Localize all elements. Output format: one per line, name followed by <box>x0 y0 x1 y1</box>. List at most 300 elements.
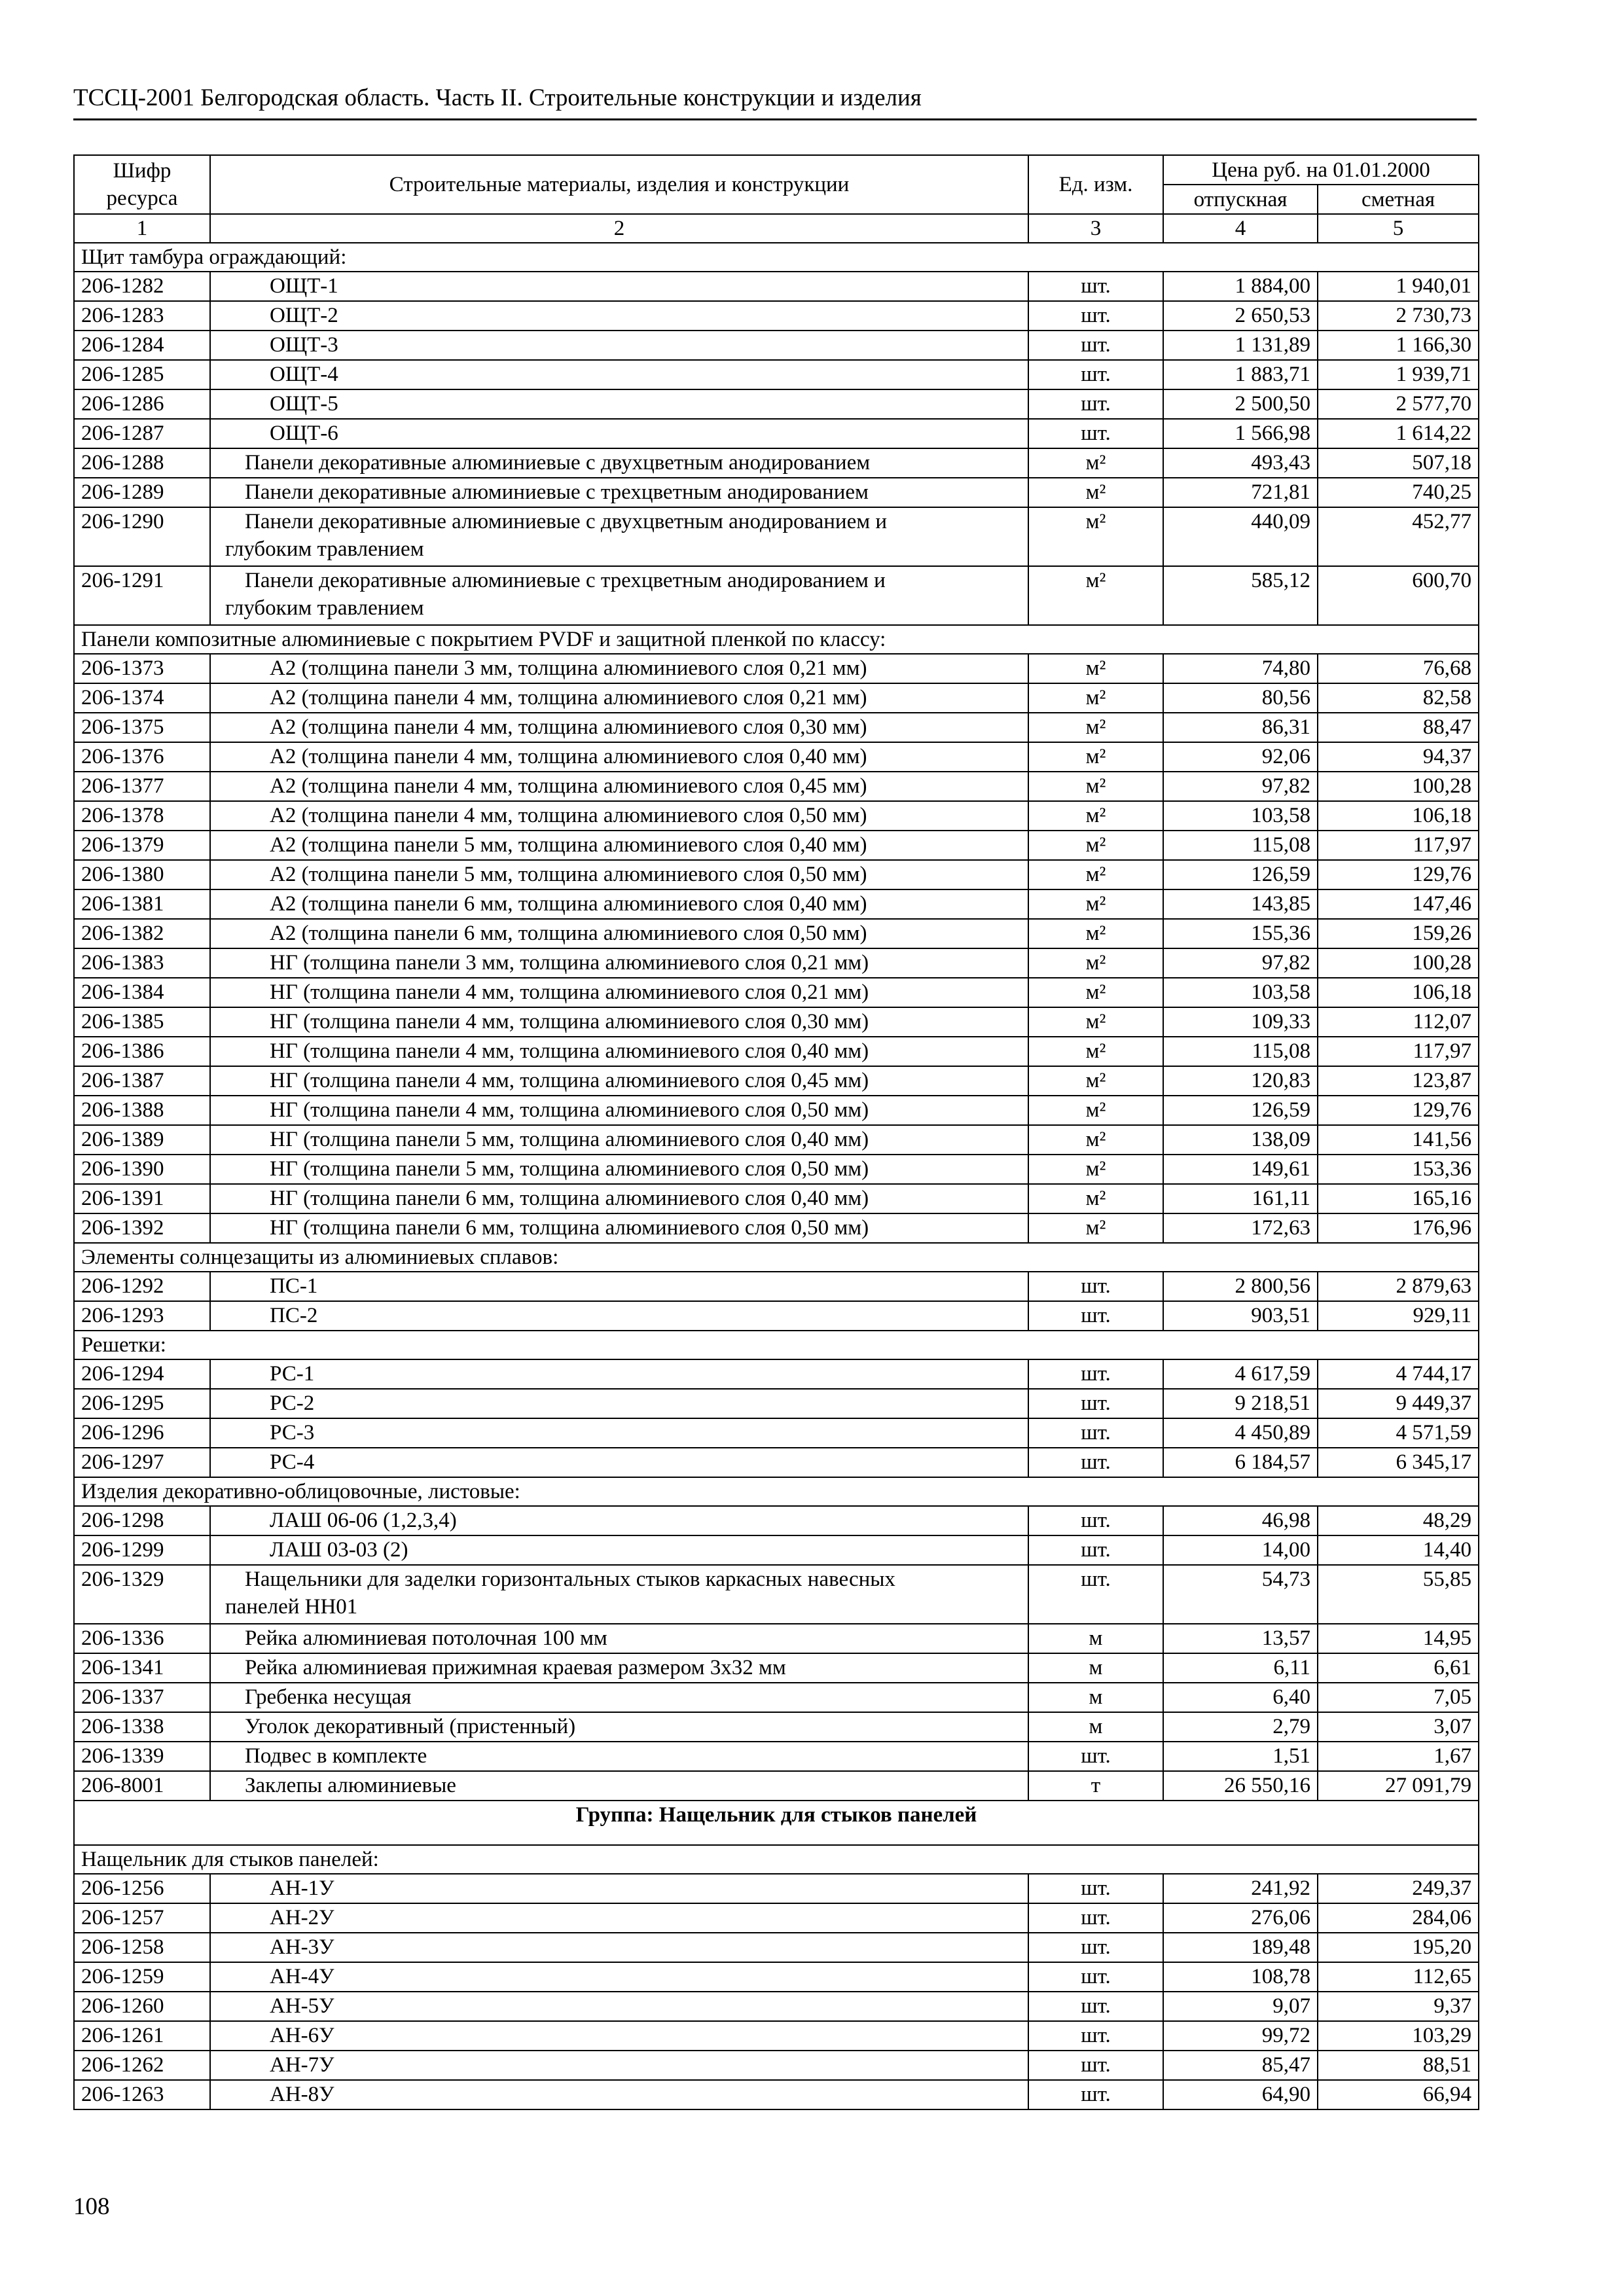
cell-unit: шт. <box>1028 360 1163 389</box>
cell-unit: шт. <box>1028 1301 1163 1331</box>
cell-name <box>210 1933 1028 1962</box>
section-title: Решетки: <box>74 1331 1479 1359</box>
cell-name <box>210 1184 1028 1213</box>
cell-unit: м² <box>1028 860 1163 889</box>
cell-estimate-price: 4 744,17 <box>1318 1359 1479 1389</box>
cell-sale-price: 1 566,98 <box>1163 419 1318 448</box>
cell-sale-price: 126,59 <box>1163 860 1318 889</box>
group-title: Группа: Нащельник для стыков панелей <box>74 1801 1479 1845</box>
cell-sale-price: 64,90 <box>1163 2080 1318 2109</box>
cell-name <box>210 1301 1028 1331</box>
cell-code: 206-1261 <box>74 2021 210 2051</box>
col-number-4: 4 <box>1163 214 1318 243</box>
cell-sale-price: 143,85 <box>1163 889 1318 919</box>
table-row <box>74 566 1479 625</box>
cell-code: 206-1375 <box>74 713 210 742</box>
cell-code: 206-1374 <box>74 683 210 713</box>
cell-estimate-price: 27 091,79 <box>1318 1771 1479 1801</box>
cell-name <box>210 1624 1028 1653</box>
cell-estimate-price: 9 449,37 <box>1318 1389 1479 1418</box>
cell-code: 206-1284 <box>74 331 210 360</box>
cell-code: 206-1329 <box>74 1565 210 1624</box>
cell-code: 206-1338 <box>74 1712 210 1742</box>
cell-unit: шт. <box>1028 1742 1163 1771</box>
cell-sale-price: 92,06 <box>1163 742 1318 772</box>
cell-name <box>210 1992 1028 2021</box>
cell-name <box>210 860 1028 889</box>
cell-code: 206-1341 <box>74 1653 210 1683</box>
cell-sale-price: 1,51 <box>1163 1742 1318 1771</box>
cell-name <box>210 1448 1028 1477</box>
cell-estimate-price: 147,46 <box>1318 889 1479 919</box>
cell-estimate-price: 123,87 <box>1318 1066 1479 1096</box>
price-table <box>73 154 1479 2110</box>
col-header-estimate: сметная <box>1318 185 1479 214</box>
table-row <box>74 1624 1479 1653</box>
cell-unit: шт. <box>1028 1389 1163 1418</box>
cell-estimate-price: 129,76 <box>1318 1096 1479 1125</box>
table-row <box>74 1184 1479 1213</box>
cell-sale-price: 54,73 <box>1163 1565 1318 1624</box>
cell-name-line: АН-3У <box>270 1935 334 1959</box>
cell-name-line: А2 (толщина панели 5 мм, толщина алюминиевого слоя 0,40 мм) <box>270 833 867 857</box>
cell-unit: м² <box>1028 478 1163 507</box>
cell-name <box>210 566 1028 625</box>
cell-name-line: Панели декоративные алюминиевые с двухцветным анодированием <box>245 451 871 475</box>
cell-sale-price: 493,43 <box>1163 448 1318 478</box>
cell-unit: м² <box>1028 831 1163 860</box>
cell-estimate-price: 117,97 <box>1318 831 1479 860</box>
cell-code: 206-1259 <box>74 1962 210 1992</box>
cell-name <box>210 1742 1028 1771</box>
cell-sale-price: 172,63 <box>1163 1213 1318 1243</box>
cell-code: 206-1295 <box>74 1389 210 1418</box>
cell-name <box>210 1874 1028 1903</box>
table-row <box>74 1712 1479 1742</box>
page-header-title: ТССЦ-2001 Белгородская область. Часть II. Строительные конструкции и изделия <box>73 84 922 111</box>
cell-code: 206-1385 <box>74 1007 210 1037</box>
cell-unit: шт. <box>1028 419 1163 448</box>
table-row <box>74 1272 1479 1301</box>
cell-sale-price: 241,92 <box>1163 1874 1318 1903</box>
table-row <box>74 683 1479 713</box>
cell-estimate-price: 141,56 <box>1318 1125 1479 1155</box>
col-header-price: Цена руб. на 01.01.2000 <box>1163 155 1479 185</box>
section-title: Щит тамбура ограждающий: <box>74 243 1479 272</box>
cell-name <box>210 1389 1028 1418</box>
cell-name-line: А2 (толщина панели 4 мм, толщина алюминиевого слоя 0,50 мм) <box>270 804 867 827</box>
cell-name-line: ЛАШ 06-06 (1,2,3,4) <box>270 1509 457 1532</box>
table-row <box>74 889 1479 919</box>
cell-name <box>210 1418 1028 1448</box>
cell-code: 206-1297 <box>74 1448 210 1477</box>
table-row <box>74 919 1479 948</box>
cell-name-line: ОЩТ-3 <box>270 333 338 357</box>
cell-sale-price: 115,08 <box>1163 1037 1318 1066</box>
cell-name <box>210 948 1028 978</box>
cell-name <box>210 1653 1028 1683</box>
cell-unit: м² <box>1028 1007 1163 1037</box>
table-row <box>74 1037 1479 1066</box>
cell-name <box>210 2051 1028 2080</box>
cell-estimate-price: 88,51 <box>1318 2051 1479 2080</box>
cell-code: 206-1258 <box>74 1933 210 1962</box>
table-row <box>74 1874 1479 1903</box>
cell-code: 206-1260 <box>74 1992 210 2021</box>
table-row <box>74 419 1479 448</box>
cell-sale-price: 2 650,53 <box>1163 301 1318 331</box>
cell-estimate-price: 6 345,17 <box>1318 1448 1479 1477</box>
cell-estimate-price: 14,95 <box>1318 1624 1479 1653</box>
cell-unit: м² <box>1028 1125 1163 1155</box>
cell-unit: шт. <box>1028 1418 1163 1448</box>
cell-estimate-price: 1,67 <box>1318 1742 1479 1771</box>
cell-unit: м² <box>1028 566 1163 625</box>
cell-estimate-price: 1 614,22 <box>1318 419 1479 448</box>
cell-name <box>210 1037 1028 1066</box>
cell-unit: м² <box>1028 1066 1163 1096</box>
page-number: 108 <box>73 2193 110 2220</box>
table-row <box>74 831 1479 860</box>
cell-name-line: АН-5У <box>270 1994 334 2018</box>
cell-sale-price: 85,47 <box>1163 2051 1318 2080</box>
cell-sale-price: 103,58 <box>1163 978 1318 1007</box>
cell-unit: шт. <box>1028 1992 1163 2021</box>
cell-unit: шт. <box>1028 2021 1163 2051</box>
cell-sale-price: 108,78 <box>1163 1962 1318 1992</box>
cell-name-line: НГ (толщина панели 4 мм, толщина алюминиевого слоя 0,30 мм) <box>270 1010 869 1033</box>
cell-estimate-price: 112,65 <box>1318 1962 1479 1992</box>
table-row <box>74 860 1479 889</box>
cell-code: 206-1290 <box>74 507 210 566</box>
cell-name <box>210 889 1028 919</box>
cell-name-line: АН-8У <box>270 2083 334 2106</box>
table-body <box>74 243 1479 2109</box>
cell-sale-price: 86,31 <box>1163 713 1318 742</box>
cell-name-line: А2 (толщина панели 4 мм, толщина алюминиевого слоя 0,40 мм) <box>270 745 867 768</box>
cell-sale-price: 99,72 <box>1163 2021 1318 2051</box>
cell-code: 206-1378 <box>74 801 210 831</box>
cell-estimate-price: 2 879,63 <box>1318 1272 1479 1301</box>
cell-name-line: ЛАШ 03-03 (2) <box>270 1538 408 1562</box>
cell-estimate-price: 284,06 <box>1318 1903 1479 1933</box>
cell-unit: м² <box>1028 713 1163 742</box>
table-row <box>74 301 1479 331</box>
cell-code: 206-1282 <box>74 272 210 301</box>
cell-name-line: НГ (толщина панели 4 мм, толщина алюминиевого слоя 0,45 мм) <box>270 1069 869 1092</box>
cell-sale-price: 46,98 <box>1163 1506 1318 1535</box>
table-row <box>74 1359 1479 1389</box>
cell-name <box>210 419 1028 448</box>
cell-name-line: НГ (толщина панели 5 мм, толщина алюминиевого слоя 0,40 мм) <box>270 1128 869 1151</box>
cell-name-line: РС-2 <box>270 1391 315 1415</box>
cell-name-line: НГ (толщина панели 6 мм, толщина алюминиевого слоя 0,50 мм) <box>270 1216 869 1240</box>
section-header-row <box>74 1243 1479 1272</box>
cell-name <box>210 1359 1028 1389</box>
cell-sale-price: 721,81 <box>1163 478 1318 507</box>
cell-name-line: АН-7У <box>270 2053 334 2077</box>
table-row <box>74 2080 1479 2109</box>
cell-sale-price: 149,61 <box>1163 1155 1318 1184</box>
table-row <box>74 1213 1479 1243</box>
cell-name <box>210 1155 1028 1184</box>
cell-code: 206-1391 <box>74 1184 210 1213</box>
cell-name <box>210 772 1028 801</box>
cell-code: 206-1294 <box>74 1359 210 1389</box>
cell-code: 206-1373 <box>74 654 210 683</box>
cell-sale-price: 13,57 <box>1163 1624 1318 1653</box>
cell-estimate-price: 153,36 <box>1318 1155 1479 1184</box>
cell-code: 206-1293 <box>74 1301 210 1331</box>
table-row <box>74 331 1479 360</box>
cell-sale-price: 9 218,51 <box>1163 1389 1318 1418</box>
cell-name-line: НГ (толщина панели 4 мм, толщина алюминиевого слоя 0,21 мм) <box>270 980 869 1004</box>
table-row <box>74 1535 1479 1565</box>
table-row <box>74 1066 1479 1096</box>
cell-code: 206-1339 <box>74 1742 210 1771</box>
table-row <box>74 1992 1479 2021</box>
cell-estimate-price: 4 571,59 <box>1318 1418 1479 1448</box>
cell-estimate-price: 100,28 <box>1318 772 1479 801</box>
cell-unit: шт. <box>1028 301 1163 331</box>
cell-sale-price: 80,56 <box>1163 683 1318 713</box>
cell-code: 206-1289 <box>74 478 210 507</box>
cell-name <box>210 1712 1028 1742</box>
cell-name <box>210 1096 1028 1125</box>
cell-sale-price: 14,00 <box>1163 1535 1318 1565</box>
cell-unit: шт. <box>1028 1272 1163 1301</box>
cell-unit: шт. <box>1028 1359 1163 1389</box>
cell-unit: шт. <box>1028 1962 1163 1992</box>
cell-sale-price: 6,40 <box>1163 1683 1318 1712</box>
cell-code: 206-1377 <box>74 772 210 801</box>
cell-sale-price: 276,06 <box>1163 1903 1318 1933</box>
table-row <box>74 1448 1479 1477</box>
cell-estimate-price: 82,58 <box>1318 683 1479 713</box>
cell-name-line: ОЩТ-4 <box>270 363 338 386</box>
cell-unit: м² <box>1028 801 1163 831</box>
cell-unit: м <box>1028 1653 1163 1683</box>
cell-code: 206-1387 <box>74 1066 210 1096</box>
cell-name <box>210 1771 1028 1801</box>
col-header-unit: Ед. изм. <box>1028 155 1163 214</box>
cell-name <box>210 831 1028 860</box>
cell-sale-price: 97,82 <box>1163 772 1318 801</box>
cell-name <box>210 1066 1028 1096</box>
cell-sale-price: 155,36 <box>1163 919 1318 948</box>
cell-estimate-price: 1 939,71 <box>1318 360 1479 389</box>
cell-code: 206-1288 <box>74 448 210 478</box>
cell-name <box>210 389 1028 419</box>
cell-sale-price: 585,12 <box>1163 566 1318 625</box>
cell-name-line: Нащельники для заделки горизонтальных стыков каркасных навесных <box>245 1568 895 1591</box>
cell-name-continuation: панелей НН01 <box>225 1595 358 1619</box>
cell-unit: шт. <box>1028 1874 1163 1903</box>
cell-code: 206-1298 <box>74 1506 210 1535</box>
cell-name-line: Панели декоративные алюминиевые с двухцветным анодированием и <box>245 510 888 533</box>
cell-unit: шт. <box>1028 272 1163 301</box>
cell-estimate-price: 1 166,30 <box>1318 331 1479 360</box>
table-row <box>74 1155 1479 1184</box>
cell-name-line: Рейка алюминиевая прижимная краевая размером 3х32 мм <box>245 1656 786 1679</box>
cell-estimate-price: 94,37 <box>1318 742 1479 772</box>
cell-unit: м² <box>1028 683 1163 713</box>
cell-name-line: Панели декоративные алюминиевые с трехцветным анодированием и <box>245 569 886 592</box>
cell-sale-price: 6,11 <box>1163 1653 1318 1683</box>
cell-code: 206-1287 <box>74 419 210 448</box>
section-title: Нащельник для стыков панелей: <box>74 1845 1479 1874</box>
col-number-2: 2 <box>210 214 1028 243</box>
cell-name-line: АН-2У <box>270 1906 334 1929</box>
cell-name-line: А2 (толщина панели 4 мм, толщина алюминиевого слоя 0,21 мм) <box>270 686 867 709</box>
table-row <box>74 1683 1479 1712</box>
cell-code: 206-1380 <box>74 860 210 889</box>
cell-name <box>210 801 1028 831</box>
table-header <box>74 155 1479 243</box>
table-row <box>74 360 1479 389</box>
table-row <box>74 448 1479 478</box>
table-row <box>74 1565 1479 1624</box>
cell-name-line: НГ (толщина панели 5 мм, толщина алюминиевого слоя 0,50 мм) <box>270 1157 869 1181</box>
col-number-3: 3 <box>1028 214 1163 243</box>
cell-name-line: Рейка алюминиевая потолочная 100 мм <box>245 1626 607 1650</box>
cell-estimate-price: 100,28 <box>1318 948 1479 978</box>
cell-unit: м² <box>1028 1184 1163 1213</box>
cell-code: 206-1388 <box>74 1096 210 1125</box>
cell-code: 206-1384 <box>74 978 210 1007</box>
cell-code: 206-1291 <box>74 566 210 625</box>
cell-estimate-price: 2 577,70 <box>1318 389 1479 419</box>
cell-name-continuation: глубоким травлением <box>225 596 424 620</box>
cell-sale-price: 2 800,56 <box>1163 1272 1318 1301</box>
cell-unit: шт. <box>1028 1565 1163 1624</box>
cell-name <box>210 331 1028 360</box>
cell-unit: м <box>1028 1712 1163 1742</box>
cell-name <box>210 301 1028 331</box>
cell-name-line: АН-6У <box>270 2024 334 2047</box>
cell-name <box>210 713 1028 742</box>
cell-name <box>210 2080 1028 2109</box>
col-header-name: Строительные материалы, изделия и конструкции <box>210 155 1028 214</box>
cell-sale-price: 903,51 <box>1163 1301 1318 1331</box>
cell-code: 206-1382 <box>74 919 210 948</box>
cell-sale-price: 161,11 <box>1163 1184 1318 1213</box>
cell-name <box>210 1565 1028 1624</box>
table-row <box>74 478 1479 507</box>
cell-name-line: ПС-2 <box>270 1304 318 1327</box>
cell-name <box>210 1125 1028 1155</box>
cell-name-line: НГ (толщина панели 4 мм, толщина алюминиевого слоя 0,50 мм) <box>270 1098 869 1122</box>
cell-name-line: РС-3 <box>270 1421 315 1444</box>
section-title: Панели композитные алюминиевые с покрытием PVDF и защитной пленкой по классу: <box>74 625 1479 654</box>
cell-name-line: АН-1У <box>270 1876 334 1900</box>
cell-name <box>210 654 1028 683</box>
table-row <box>74 1933 1479 1962</box>
cell-estimate-price: 159,26 <box>1318 919 1479 948</box>
cell-estimate-price: 3,07 <box>1318 1712 1479 1742</box>
col-number-5: 5 <box>1318 214 1479 243</box>
cell-code: 206-1285 <box>74 360 210 389</box>
col-header-code: Шифр ресурса <box>74 155 210 214</box>
cell-unit: м² <box>1028 1096 1163 1125</box>
cell-code: 206-1286 <box>74 389 210 419</box>
cell-sale-price: 103,58 <box>1163 801 1318 831</box>
cell-unit: м² <box>1028 1155 1163 1184</box>
cell-code: 206-1337 <box>74 1683 210 1712</box>
cell-sale-price: 109,33 <box>1163 1007 1318 1037</box>
table-row <box>74 654 1479 683</box>
cell-sale-price: 1 884,00 <box>1163 272 1318 301</box>
cell-name-line: ОЩТ-5 <box>270 392 338 416</box>
cell-estimate-price: 7,05 <box>1318 1683 1479 1712</box>
cell-code: 206-1292 <box>74 1272 210 1301</box>
cell-sale-price: 189,48 <box>1163 1933 1318 1962</box>
cell-name <box>210 1272 1028 1301</box>
section-title: Изделия декоративно-облицовочные, листовые: <box>74 1477 1479 1506</box>
table-row <box>74 1007 1479 1037</box>
cell-estimate-price: 9,37 <box>1318 1992 1479 2021</box>
table-row <box>74 1418 1479 1448</box>
cell-sale-price: 26 550,16 <box>1163 1771 1318 1801</box>
cell-name <box>210 448 1028 478</box>
cell-unit: м² <box>1028 1213 1163 1243</box>
cell-unit: м² <box>1028 654 1163 683</box>
cell-sale-price: 4 450,89 <box>1163 1418 1318 1448</box>
cell-unit: шт. <box>1028 331 1163 360</box>
cell-unit: шт. <box>1028 1506 1163 1535</box>
table-row <box>74 1742 1479 1771</box>
section-header-row <box>74 243 1479 272</box>
cell-name <box>210 1535 1028 1565</box>
cell-estimate-price: 76,68 <box>1318 654 1479 683</box>
cell-estimate-price: 103,29 <box>1318 2021 1479 2051</box>
cell-estimate-price: 176,96 <box>1318 1213 1479 1243</box>
cell-estimate-price: 48,29 <box>1318 1506 1479 1535</box>
cell-code: 206-8001 <box>74 1771 210 1801</box>
table-row <box>74 1301 1479 1331</box>
table-row <box>74 1096 1479 1125</box>
col-number-1: 1 <box>74 214 210 243</box>
cell-name <box>210 919 1028 948</box>
cell-sale-price: 2,79 <box>1163 1712 1318 1742</box>
cell-estimate-price: 507,18 <box>1318 448 1479 478</box>
table-row <box>74 1389 1479 1418</box>
table-row <box>74 742 1479 772</box>
cell-sale-price: 4 617,59 <box>1163 1359 1318 1389</box>
cell-estimate-price: 740,25 <box>1318 478 1479 507</box>
cell-code: 206-1386 <box>74 1037 210 1066</box>
table-row <box>74 1771 1479 1801</box>
cell-sale-price: 120,83 <box>1163 1066 1318 1096</box>
cell-unit: м² <box>1028 919 1163 948</box>
cell-estimate-price: 88,47 <box>1318 713 1479 742</box>
cell-name-line: НГ (толщина панели 4 мм, толщина алюминиевого слоя 0,40 мм) <box>270 1039 869 1063</box>
cell-name <box>210 978 1028 1007</box>
table-row <box>74 2051 1479 2080</box>
col-header-sale: отпускная <box>1163 185 1318 214</box>
cell-sale-price: 1 883,71 <box>1163 360 1318 389</box>
cell-name-line: АН-4У <box>270 1965 334 1988</box>
cell-code: 206-1336 <box>74 1624 210 1653</box>
cell-code: 206-1389 <box>74 1125 210 1155</box>
cell-estimate-price: 1 940,01 <box>1318 272 1479 301</box>
cell-name <box>210 1683 1028 1712</box>
table-row <box>74 272 1479 301</box>
cell-unit: м <box>1028 1683 1163 1712</box>
cell-name-line: ОЩТ-1 <box>270 274 338 298</box>
cell-sale-price: 1 131,89 <box>1163 331 1318 360</box>
cell-unit: м² <box>1028 1037 1163 1066</box>
